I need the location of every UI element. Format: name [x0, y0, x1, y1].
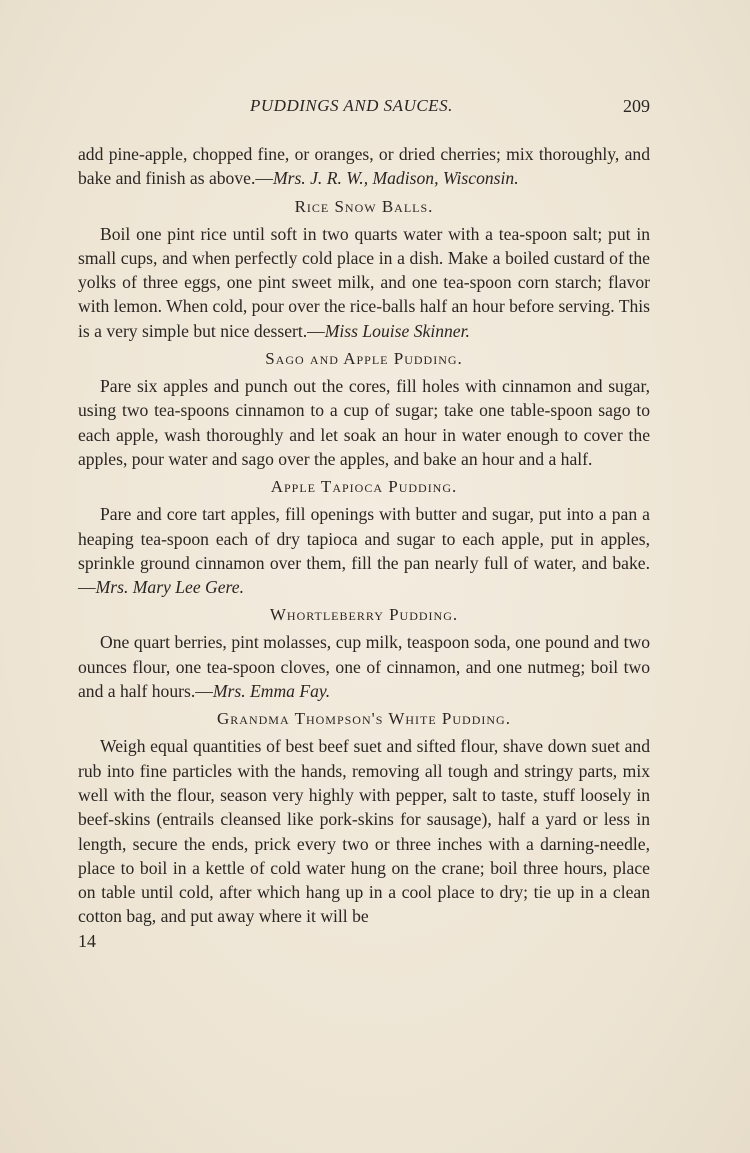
running-title: PUDDINGS AND SAUCES. — [250, 96, 453, 115]
signature-mark: 14 — [78, 930, 96, 951]
continued-paragraph — [78, 142, 650, 191]
paragraph-text: Pare six apples and punch out the cores, fill holes with cinnamon and sugar, using two tea-spoons cinnamon to a cup of sugar; take one table-spoon sago to each apple, wash thoroughly and let soak an hour in water enough to cover the apples, pour water and sago over the apples, and bake an hour and a half. — [78, 376, 650, 469]
recipe-title: Rice Snow Balls. — [294, 196, 434, 216]
recipe-title: Grandma Thompson's White Pudding. — [217, 709, 511, 729]
paragraph-text: Weigh equal quantities of best beef suet and sifted flour, shave down suet and rub into fine particles with the hands, removing all tough and stringy parts, mix well with the flour, season very highly with pepper, salt to taste, stuff loosely in beef-skins (entrails cleansed like pork-skins for sausage), half a yard or less in length, secure the ends, prick every two or three inches with a darning-needle, place to boil in a kettle of cold water hung on the crane; boil three hours, place on table until cold, after which hang up in a cool place to dry; tie up in a clean cotton bag, and put away where it will be — [78, 736, 650, 927]
recipe-paragraph — [78, 374, 650, 471]
contributor-signature: Mrs. Emma Fay. — [212, 681, 331, 702]
recipe-paragraph — [78, 222, 650, 343]
recipe-paragraph — [78, 734, 650, 928]
paragraph-text: Boil one pint rice until soft in two quarts water with a tea-spoon salt; put in small cups, and when perfectly cold place in a dish. Make a boiled custard of the yolks of three eggs, one pint sweet milk, and one tea-spoon corn starch; flavor with lemon. When cold, pour over the rice-balls half an hour before serving. This is a very simple but nice dessert.— — [78, 223, 650, 341]
recipe-title: Apple Tapioca Pudding. — [270, 477, 458, 497]
contributor-signature: Mrs. J. R. W., Madison, Wisconsin. — [272, 168, 519, 189]
recipe-title: Sago and Apple Pudding. — [265, 349, 463, 369]
paragraph-text: add pine-apple, chopped fine, or oranges, or dried cherries; mix thoroughly, and bake and finish as above.— — [78, 144, 650, 189]
page-number: 209 — [623, 96, 650, 116]
page-body — [78, 142, 650, 953]
paragraph-text: One quart berries, pint molasses, cup milk, teaspoon soda, one pound and two ounces flour, one tea-spoon cloves, one of cinnamon, and one nutmeg; boil two and a half hours.— — [78, 632, 650, 702]
recipe-paragraph — [78, 502, 650, 599]
recipe-title: Whortleberry Pudding. — [269, 605, 459, 625]
page-header — [78, 96, 650, 118]
contributor-signature: Miss Louise Skinner. — [324, 320, 470, 341]
paragraph-text: Pare and core tart apples, fill openings with butter and sugar, put into a pan a heaping tea-spoon each of dry tapioca and sugar to each apple, put in apples, sprinkle ground cinnamon over them, fill the pan nearly full of water, and bake.— — [78, 504, 650, 598]
recipe-paragraph — [78, 630, 650, 703]
contributor-signature: Mrs. Mary Lee Gere. — [95, 577, 244, 598]
